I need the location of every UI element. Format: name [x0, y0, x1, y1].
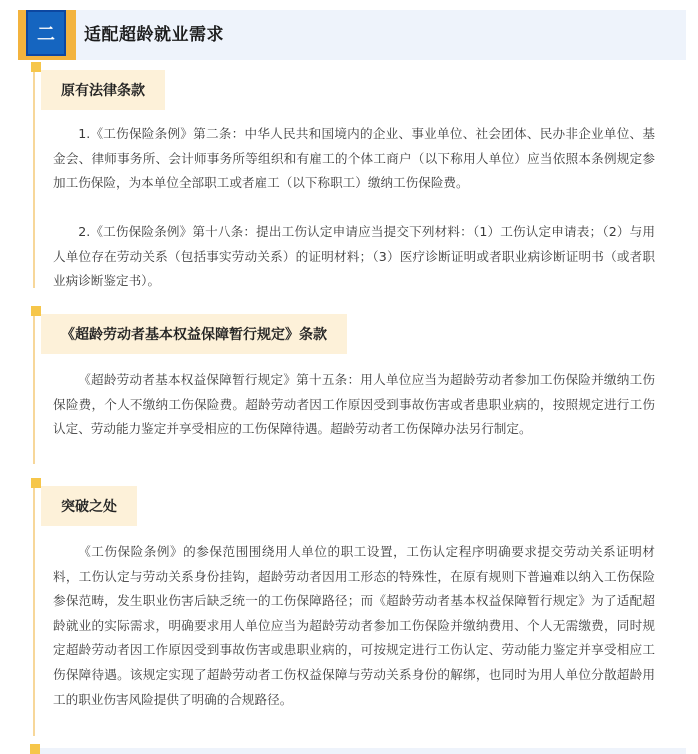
paragraph: 2.《工伤保险条例》第十八条：提出工伤认定申请应当提交下列材料：（1）工伤认定申请表；（2）与用人单位存在劳动关系（包括事实劳动关系）的证明材料；（3）医疗诊断证明或者职业病诊断证明书（或者职业病诊断鉴定书）。	[53, 224, 655, 289]
paragraph: 《超龄劳动者基本权益保障暂行规定》第十五条：用人单位应当为超龄劳动者参加工伤保险并缴纳工伤保险费，个人不缴纳工伤保险费。超龄劳动者因工作原因受到事故伤害或者患职业病的，按照规定进行工伤认定、劳动能力鉴定并享受相应的工伤保障待遇。超龄劳动者工伤保障办法另行制定。	[53, 372, 655, 437]
section-number: 二	[26, 10, 66, 56]
section-new-regulation	[33, 308, 685, 464]
section-label: 《超龄劳动者基本权益保障暂行规定》条款	[41, 314, 347, 354]
section-breakthrough	[33, 480, 685, 736]
section-number-badge	[18, 10, 76, 60]
section-original-law	[33, 64, 685, 288]
section-marker	[31, 478, 41, 488]
paragraph: 1.《工伤保险条例》第二条：中华人民共和国境内的企业、事业单位、社会团体、民办非企业单位、基金会、律师事务所、会计师事务所等组织和有雇工的个体工商户（以下称用人单位）应当依照本条例规定参加工伤保险，为本单位全部职工或者雇工（以下称职工）缴纳工伤保险费。	[53, 126, 655, 191]
paragraph: 《工伤保险条例》的参保范围围绕用人单位的职工设置，工伤认定程序明确要求提交劳动关系证明材料，工伤认定与劳动关系身份挂钩，超龄劳动者因用工形态的特殊性，在原有规则下普遍难以纳入工伤保险参保范畴，发生职业伤害后缺乏统一的工伤保障路径；而《超龄劳动者基本权益保障暂行规定》为了适配超龄就业的实际需求，明确要求用人单位应当为超龄劳动者参加工伤保险并缴纳费用、个人无需缴费，同时规定超龄劳动者因工作原因受到事故伤害或患职业病的，可按规定进行工伤认定、劳动能力鉴定并享受相应工伤保障待遇。该规定实现了超龄劳动者工伤权益保障与劳动关系身份的解绑，也同时为用人单位分散超龄用工的职业伤害风险提供了明确的合规路径。	[53, 544, 655, 707]
section-title: 适配超龄就业需求	[84, 25, 224, 45]
section-marker	[31, 306, 41, 316]
section-label: 原有法律条款	[41, 70, 165, 110]
section-marker	[31, 62, 41, 72]
next-section-marker	[30, 744, 40, 754]
next-section-bar	[40, 748, 686, 754]
section-label: 突破之处	[41, 486, 137, 526]
